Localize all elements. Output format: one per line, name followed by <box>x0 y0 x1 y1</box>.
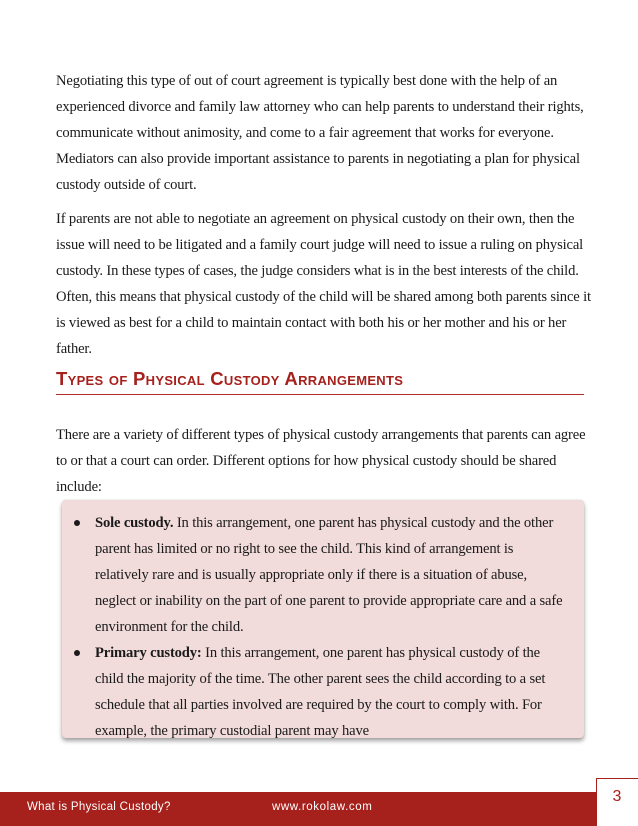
paragraph-negotiation: Negotiating this type of out of court agreement is typically best done with the help of an experienced divorce and family law attorney who can help parents to understand their rights, communicate without animosity, and come to a fair agreement that works for everyone. Mediators can also provide important assistance to parents in negotiating a plan for physical custody outside of court. <box>56 73 584 193</box>
custody-types-callout <box>62 500 584 738</box>
footer-website-link[interactable]: www.rokolaw.com <box>272 801 373 813</box>
term-primary-custody: Primary custody: <box>95 645 202 661</box>
page-number: 3 <box>612 788 622 805</box>
list-item-primary-custody <box>62 640 584 738</box>
paragraph-intro-types: There are a variety of different types of physical custody arrangements that parents can agree to or that a court can order. Different options for how physical custody should be shared include: <box>56 427 586 495</box>
text-sole-custody: In this arrangement, one parent has physical custody and the other parent has limited or no right to see the child. This kind of arrangement is relatively rare and is usually appropriate only if there is a situation of abuse, neglect or inability on the part of one parent to provide appropriate care and a safe environment for the child. <box>95 515 563 635</box>
paragraph-litigation: If parents are not able to negotiate an agreement on physical custody on their own, then the issue will need to be litigated and a family court judge will need to issue a ruling on physical custody. In these types of cases, the judge considers what is in the best interests of the child. Often, this means that physical custody of the child will be shared among both parents since it is viewed as best for a child to maintain contact with both his or her mother and his or her father. <box>56 211 591 357</box>
bullet-icon <box>74 520 80 526</box>
custody-types-list <box>62 510 584 738</box>
section-heading: Types of Physical Custody Arrangements <box>56 368 584 395</box>
term-sole-custody: Sole custody. <box>95 515 174 531</box>
text-primary-custody: In this arrangement, one parent has physical custody of the child the majority of the time. The other parent sees the child according to a set schedule that all parties involved are required by the court to comply with. For example, the primary custodial parent may have <box>95 645 546 738</box>
list-item-sole-custody <box>62 510 584 640</box>
footer-document-title: What is Physical Custody? <box>27 801 171 813</box>
bullet-icon <box>74 650 80 656</box>
